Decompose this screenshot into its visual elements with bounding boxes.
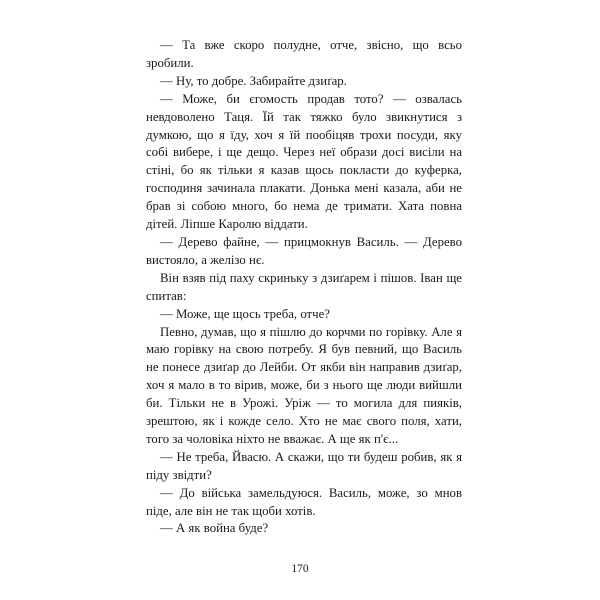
page-number: 170 <box>291 563 309 575</box>
paragraph: Певно, думав, що я пішлю до корчми по горівку. Але я маю горівку на свою потребу. Я був певний, що Василь не понесе дзиґар до Лейби. От якби він направив дзиґар, хоч я мало в то вірив, може, би з нього ще люди вийшли би. Тільки не в Урожі. Уріж — то могила для пияків, зрештою, як і кожде село. Хто не має свого поля, хати, того за чоловіка ніхто не вважає. А ще як п'є... <box>146 324 462 446</box>
paragraph: — Дерево файне, — прицмокнув Василь. — Дерево вистояло, а желізо нє. <box>146 234 462 267</box>
paragraph: — Може, би єгомость продав тото? — озвалась невдоволено Таця. Їй так тяжко було звикнутися з думкою, що я їду, хоч я їй пообіцяв трохи посуди, яку собі вибере, і ще дещо. Через неї образи досі висіли на стіні, бо як тільки я казав щось покласти до куферка, господиня зачинала плакати. Донька мені казала, аби не брав зі собою много, бо нема де тримати. Хата повна дітей. Ліпше Каролю віддати. <box>146 91 462 232</box>
paragraph: — До війська замельдуюся. Василь, може, зо мнов піде, але він не так щоби хотів. <box>146 485 462 518</box>
body-text <box>146 37 462 538</box>
paragraph: — Може, ще щось треба, отче? <box>160 306 330 321</box>
paragraph: — А як война буде? <box>160 521 269 536</box>
paragraph: Він взяв під паху скриньку з дзиґарем і пішов. Іван ще спитав: <box>146 270 462 303</box>
paragraph: — Та вже скоро полудне, отче, звісно, що всьо зробили. <box>146 38 462 70</box>
paragraph: — Ну, то добре. Забирайте дзиґар. <box>160 73 347 88</box>
paragraph: — Не треба, Йвасю. А скажи, що ти будеш робив, як я піду звідти? <box>146 449 462 482</box>
